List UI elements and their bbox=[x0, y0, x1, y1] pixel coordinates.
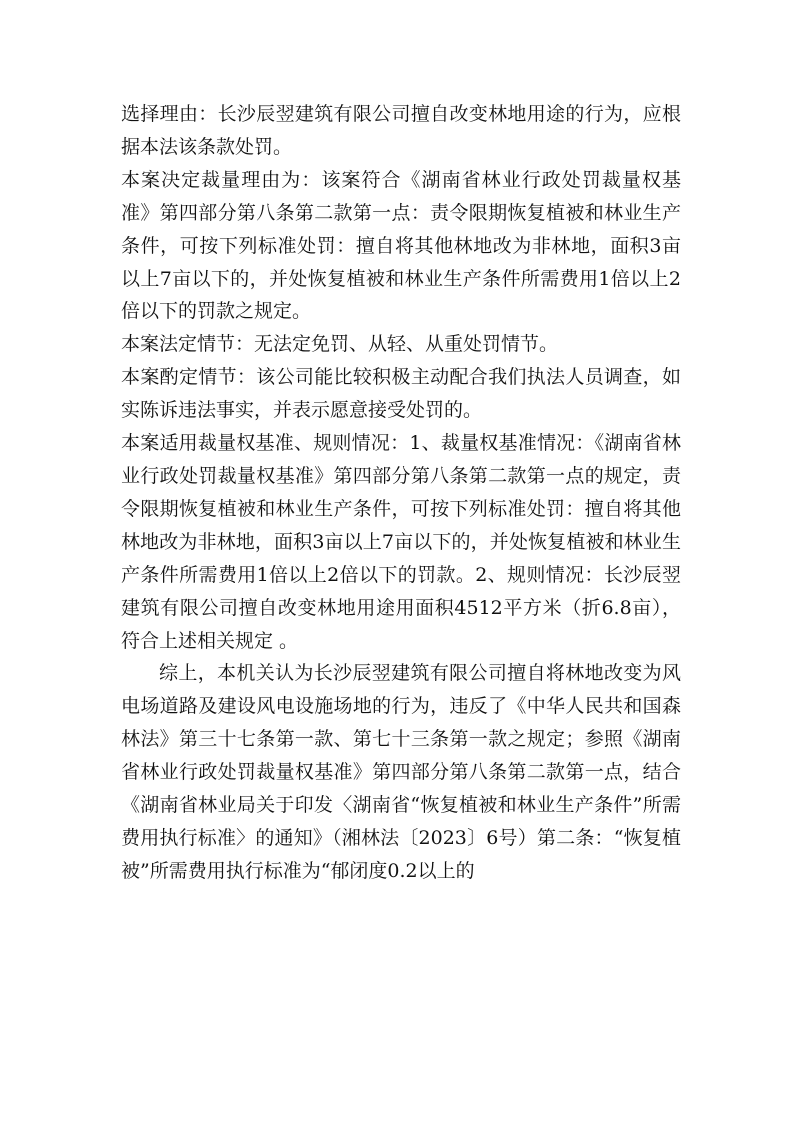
body-text bbox=[121, 98, 681, 888]
paragraph-discretionary-circumstances: 本案酌定情节：该公司能比较积极主动配合我们执法人员调查，如实陈诉违法事实，并表示愿意接受处罚的。 bbox=[121, 366, 681, 422]
paragraph-conclusion: 综上，本机关认为长沙辰翌建筑有限公司擅自将林地改变为风电场道路及建设风电设施场地的行为，违反了《中华人民共和国森林法》第三十七条第一款、第七十三条第一款之规定；参照《湖南省林业行政处罚裁量权基准》第四部分第八条第二款第一点，结合《湖南省林业局关于印发〈湖南省“恢复植被和林业生产条件”所需费用执行标准〉的通知》（湘林法〔2023〕6号）第二条：“恢复植被”所需费用执行标准为“郁闭度0.2以上的 bbox=[121, 662, 681, 882]
paragraph-statutory-circumstances: 本案法定情节：无法定免罚、从轻、从重处罚情节。 bbox=[121, 333, 559, 356]
paragraph-discretion-reason: 本案决定裁量理由为：该案符合《湖南省林业行政处罚裁量权基准》第四部分第八条第二款第一点：责令限期恢复植被和林业生产条件，可按下列标准处罚：擅自将其他林地改为非林地，面积3亩以上7亩以下的，并处恢复植被和林业生产条件所需费用1倍以上2倍以下的罚款之规定。 bbox=[121, 168, 681, 323]
paragraph-applicable-standards: 本案适用裁量权基准、规则情况：1、裁量权基准情况：《湖南省林业行政处罚裁量权基准》第四部分第八条第二款第一点的规定，责令限期恢复植被和林业生产条件，可按下列标准处罚：擅自将其他林地改为非林地，面积3亩以上7亩以下的，并处恢复植被和林业生产条件所需费用1倍以上2倍以下的罚款。2、规则情况：长沙辰翌建筑有限公司擅自改变林地用途用面积4512平方米（折6.8亩），符合上述相关规定 。 bbox=[121, 432, 681, 652]
paragraph-selection-reason: 选择理由：长沙辰翌建筑有限公司擅自改变林地用途的行为，应根据本法该条款处罚。 bbox=[121, 103, 681, 158]
